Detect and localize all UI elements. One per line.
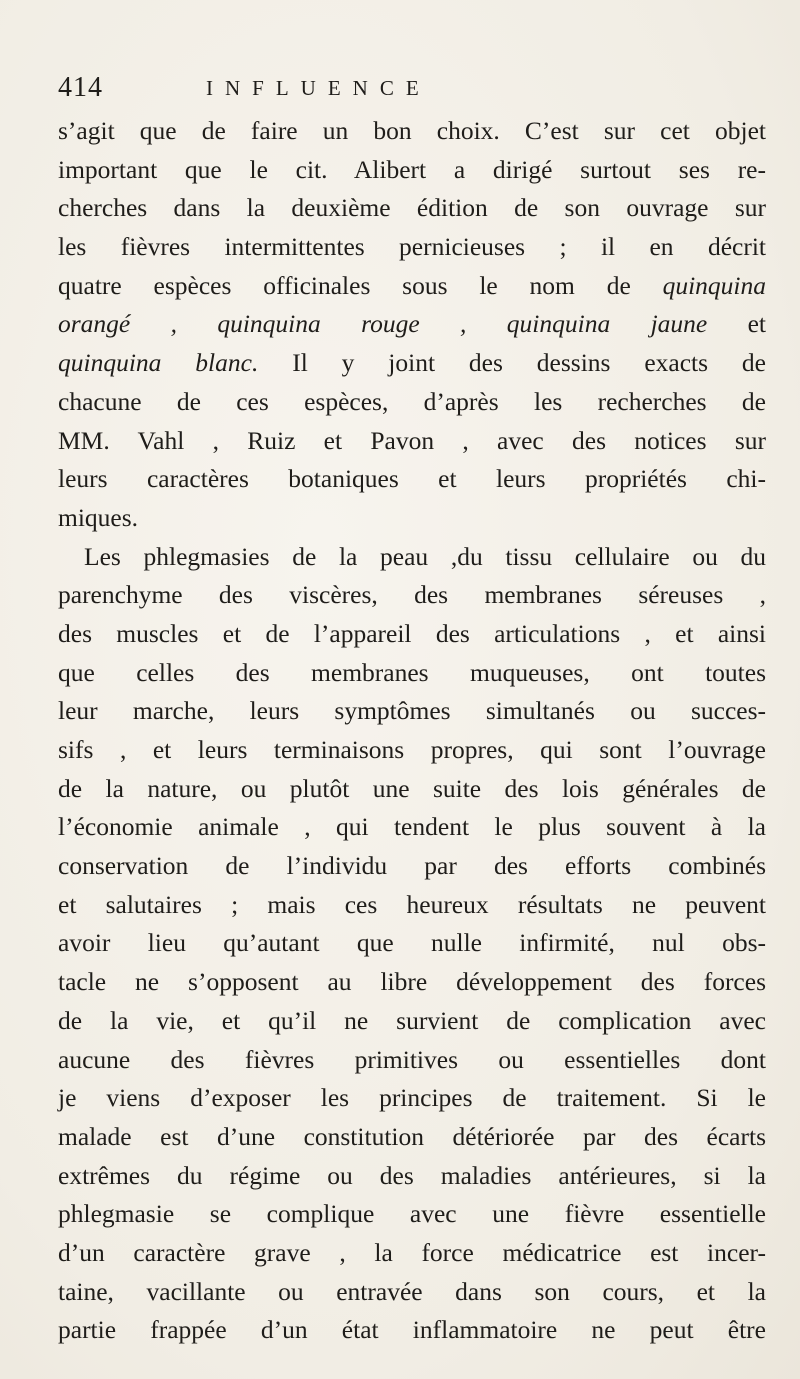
text-line: cherches dans la deuxième édition de son ouvrage sur [58, 193, 766, 223]
page-number: 414 [58, 72, 103, 103]
text-line: parenchyme des viscères, des membranes séreuses , [58, 580, 766, 610]
text-line: de la nature, ou plutôt une suite des lois générales de [58, 773, 766, 803]
text-line [58, 305, 766, 344]
text-line: phlegmasie se complique avec une fièvre essentielle [58, 1199, 766, 1229]
italic-run: quinquina [662, 270, 766, 300]
text-line [58, 267, 766, 306]
text-line: MM. Vahl , Ruiz et Pavon , avec des notices sur [58, 425, 766, 455]
text-line: les fièvres intermittentes pernicieuses ; il en décrit [58, 232, 766, 262]
text-run: et [707, 309, 767, 339]
text-line: malade est d’une constitution détériorée par des écarts [58, 1121, 766, 1151]
page-header [58, 70, 758, 110]
text-line: tacle ne s’opposent au libre développement des forces [58, 967, 766, 997]
text-line: je viens d’exposer les principes de traitement. Si le [58, 1083, 766, 1113]
text-line: que celles des membranes muqueuses, ont toutes [58, 657, 766, 687]
text-line: s’agit que de faire un bon choix. C’est sur cet objet [58, 116, 766, 145]
text-line: leurs caractères botaniques et leurs propriétés chi- [58, 464, 766, 494]
text-line: de la vie, et qu’il ne survient de complication avec [58, 1005, 766, 1035]
text-line: partie frappée d’un état inflammatoire ne peut être [58, 1315, 766, 1345]
text-line: important que le cit. Alibert a dirigé surtout ses re- [58, 154, 766, 184]
text-line: et salutaires ; mais ces heureux résultats ne peuvent [58, 889, 766, 919]
text-line: des muscles et de l’appareil des articulations , et ainsi [58, 618, 766, 648]
italic-run: orangé , quinquina rouge , quinquina jaune [58, 309, 708, 339]
running-head: INFLUENCE [206, 76, 431, 100]
text-line: chacune de ces espèces, d’après les recherches de [58, 386, 766, 416]
text-line: aucune des fièvres primitives ou essentielles dont [58, 1044, 766, 1074]
text-line: l’économie animale , qui tendent le plus souvent à la [58, 812, 766, 842]
body-text [58, 112, 766, 1350]
text-run: Il y joint des dessins exacts de [258, 348, 766, 378]
text-line: miques. [58, 502, 139, 532]
text-line: avoir lieu qu’autant que nulle infirmité, nul obs- [58, 928, 766, 958]
text-run: quatre espèces officinales sous le nom de [58, 270, 663, 300]
text-line: d’un caractère grave , la force médicatrice est incer- [58, 1237, 766, 1267]
paragraph-first-line: Les phlegmasies de la peau ,du tissu cellulaire ou du [84, 541, 766, 571]
text-line: taine, vacillante ou entravée dans son cours, et la [58, 1276, 766, 1306]
text-line: leur marche, leurs symptômes simultanés ou succes- [58, 696, 766, 726]
text-line [58, 344, 766, 383]
text-line: conservation de l’individu par des efforts combinés [58, 851, 766, 881]
italic-run: quinquina blanc. [58, 348, 259, 378]
text-line: extrêmes du régime ou des maladies antérieures, si la [58, 1160, 766, 1190]
text-line: sifs , et leurs terminaisons propres, qui sont l’ouvrage [58, 735, 766, 764]
